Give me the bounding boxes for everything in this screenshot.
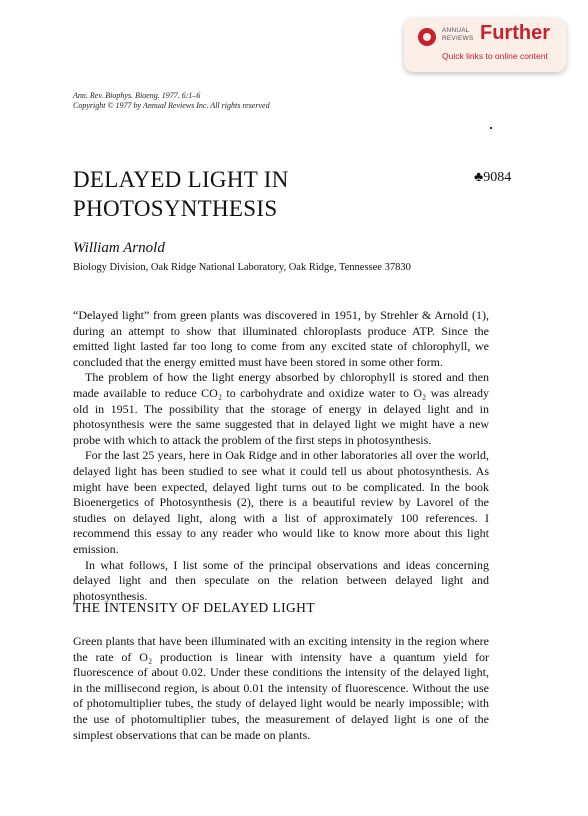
further-links-badge[interactable] [404, 18, 566, 72]
author-name: William Arnold [73, 240, 165, 256]
citation-header [73, 91, 373, 111]
author-affiliation: Biology Division, Oak Ridge National Laboratory, Oak Ridge, Tennessee 37830 [73, 262, 411, 273]
paragraph: “Delayed light” from green plants was discovered in 1951, by Strehler & Arnold (1), during an attempt to show that illuminated chloroplasts produce ATP. Since the emitted light lasted far too long to come from any excited state of chlorophyll, we concluded that the energy emitted must have been stored in some other form. [73, 308, 489, 369]
intro-body [73, 308, 489, 604]
section-body [73, 634, 489, 743]
paragraph: In what follows, I list some of the principal observations and ideas concerning delayed light and then speculate on the relation between delayed light and photosynthesis. [73, 557, 489, 603]
paragraph: Green plants that have been illuminated with an exciting intensity in the region where the rate of O₂ production is linear with intensity have a quantum yield for fluorescence of about 0.02. Under these conditions the intensity of the delayed light, in the millisecond region, is about 0.01 the intensity of fluorescence. Without the use of photomultiplier tubes, the study of delayed light would be nearly impossible; with the use of photomultiplier tubes, the measurement of delayed light is one of the simplest observations that can be made on plants. [73, 634, 489, 742]
paragraph: For the last 25 years, here in Oak Ridge and in other laboratories all over the world, delayed light has been studied to see what it could tell us about photosynthesis. As might have been expected, delayed light turns out to be complicated. In the book Bioenergetics of Photosynthesis (2), there is a beautiful review by Lavorel of the studies on delayed light, along with a list of approximately 100 references. I recommend this essay to any reader who would like to know more about this light emission. [73, 448, 489, 556]
badge-further-label: Further [480, 22, 550, 44]
citation-line: Ann. Rev. Biophys. Bioeng. 1977. 6:1–6 [73, 91, 201, 100]
paragraph: The problem of how the light energy absorbed by chlorophyll is stored and then made available to reduce CO₂ to carbohydrate and oxidize water to O₂ was already old in 1951. The possibility that the storage of energy in delayed light and in photosynthesis were the same suggested that in delayed light we might have a new probe with which to attack the problem of the first steps in photosynthesis. [73, 370, 489, 447]
annual-reviews-logo-icon [418, 28, 436, 46]
copyright-line: Copyright © 1977 by Annual Reviews Inc. All rights reserved [73, 101, 270, 110]
article-code: ♣9084 [474, 170, 512, 185]
section-heading: THE INTENSITY OF DELAYED LIGHT [73, 600, 315, 615]
badge-quick-links-text: Quick links to online content [442, 51, 548, 61]
article-title: DELAYED LIGHT IN PHOTOSYNTHESIS [73, 167, 289, 221]
margin-mark [490, 127, 492, 129]
badge-brand-text: ANNUAL REVIEWS [442, 27, 474, 42]
